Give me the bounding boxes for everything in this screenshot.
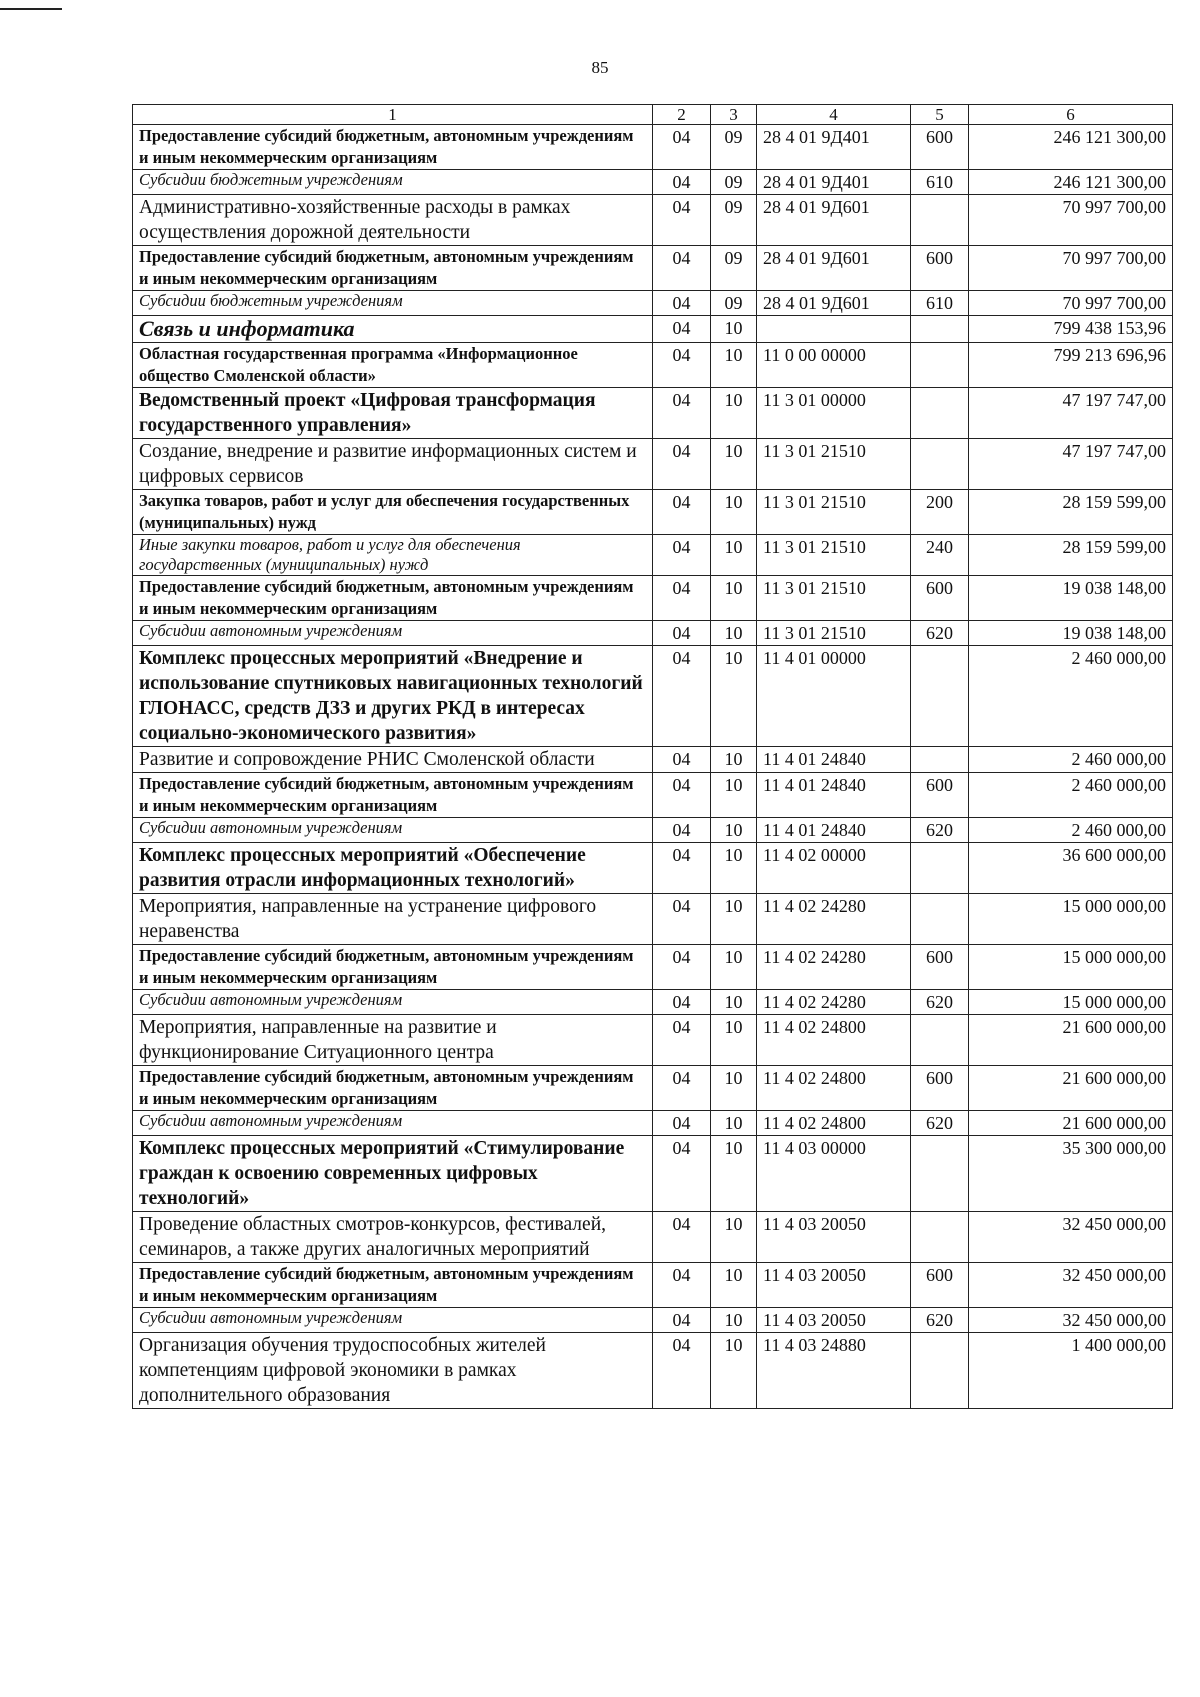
row-expense-type: 600 <box>911 773 969 818</box>
table-row <box>133 388 1173 439</box>
row-section-code: 04 <box>653 894 711 945</box>
row-section-code: 04 <box>653 621 711 646</box>
row-subsection-code: 10 <box>711 1308 757 1333</box>
row-name: Предоставление субсидий бюджетным, автономным учреждениям и иным некоммерческим организациям <box>133 773 653 818</box>
row-name: Предоставление субсидий бюджетным, автономным учреждениям и иным некоммерческим организациям <box>133 1066 653 1111</box>
row-amount: 32 450 000,00 <box>969 1308 1173 1333</box>
row-name: Комплекс процессных мероприятий «Стимулирование граждан к освоению современных цифровых технологий» <box>133 1136 653 1212</box>
row-subsection-code: 10 <box>711 1111 757 1136</box>
row-name: Организация обучения трудоспособных жителей компетенциям цифровой экономики в рамках дополнительного образования <box>133 1333 653 1409</box>
row-subsection-code: 10 <box>711 1212 757 1263</box>
table-row <box>133 490 1173 535</box>
row-name: Субсидии бюджетным учреждениям <box>133 291 653 316</box>
row-target-article: 11 4 03 00000 <box>757 1136 911 1212</box>
row-expense-type: 200 <box>911 490 969 535</box>
table-row <box>133 747 1173 773</box>
row-expense-type <box>911 316 969 343</box>
row-expense-type <box>911 343 969 388</box>
row-subsection-code: 09 <box>711 125 757 170</box>
row-expense-type: 240 <box>911 535 969 576</box>
row-section-code: 04 <box>653 945 711 990</box>
row-expense-type: 620 <box>911 1308 969 1333</box>
row-expense-type <box>911 388 969 439</box>
row-subsection-code: 10 <box>711 747 757 773</box>
row-section-code: 04 <box>653 1136 711 1212</box>
row-subsection-code: 10 <box>711 490 757 535</box>
table-row <box>133 621 1173 646</box>
row-amount: 21 600 000,00 <box>969 1015 1173 1066</box>
row-expense-type <box>911 646 969 747</box>
row-amount: 799 213 696,96 <box>969 343 1173 388</box>
row-amount: 19 038 148,00 <box>969 621 1173 646</box>
table-row <box>133 1263 1173 1308</box>
row-subsection-code: 10 <box>711 388 757 439</box>
row-target-article: 11 4 02 24280 <box>757 945 911 990</box>
table-header-row <box>133 105 1173 125</box>
page-number: 85 <box>591 58 609 77</box>
row-name: Ведомственный проект «Цифровая трансформация государственного управления» <box>133 388 653 439</box>
row-section-code: 04 <box>653 646 711 747</box>
row-name: Связь и информатика <box>133 316 653 343</box>
row-expense-type: 620 <box>911 990 969 1015</box>
row-section-code: 04 <box>653 747 711 773</box>
row-section-code: 04 <box>653 576 711 621</box>
row-subsection-code: 10 <box>711 439 757 490</box>
row-name: Субсидии бюджетным учреждениям <box>133 170 653 195</box>
row-target-article: 11 4 03 20050 <box>757 1263 911 1308</box>
row-target-article: 11 4 03 20050 <box>757 1308 911 1333</box>
row-target-article <box>757 316 911 343</box>
row-subsection-code: 10 <box>711 990 757 1015</box>
row-target-article: 11 4 02 24800 <box>757 1015 911 1066</box>
row-name: Проведение областных смотров-конкурсов, фестивалей, семинаров, а также других аналогичных мероприятий <box>133 1212 653 1263</box>
table-row <box>133 773 1173 818</box>
row-target-article: 11 4 02 00000 <box>757 843 911 894</box>
scan-corner-mark <box>0 8 62 10</box>
row-expense-type <box>911 1136 969 1212</box>
row-subsection-code: 10 <box>711 818 757 843</box>
table-row <box>133 945 1173 990</box>
row-subsection-code: 10 <box>711 646 757 747</box>
table-row <box>133 1308 1173 1333</box>
row-subsection-code: 10 <box>711 1066 757 1111</box>
table-row <box>133 246 1173 291</box>
row-name: Комплекс процессных мероприятий «Внедрение и использование спутниковых навигационных технологий ГЛОНАСС, средств ДЗЗ и других РКД в интересах социально-экономического развития» <box>133 646 653 747</box>
row-section-code: 04 <box>653 439 711 490</box>
column-header: 1 <box>133 105 653 125</box>
row-section-code: 04 <box>653 773 711 818</box>
row-amount: 70 997 700,00 <box>969 195 1173 246</box>
row-subsection-code: 10 <box>711 576 757 621</box>
row-expense-type <box>911 747 969 773</box>
row-amount: 15 000 000,00 <box>969 990 1173 1015</box>
row-amount: 36 600 000,00 <box>969 843 1173 894</box>
row-amount: 21 600 000,00 <box>969 1111 1173 1136</box>
row-amount: 21 600 000,00 <box>969 1066 1173 1111</box>
table-row <box>133 646 1173 747</box>
row-expense-type <box>911 1015 969 1066</box>
row-target-article: 11 4 03 24880 <box>757 1333 911 1409</box>
row-name: Мероприятия, направленные на устранение цифрового неравенства <box>133 894 653 945</box>
table-row <box>133 291 1173 316</box>
table-row <box>133 1212 1173 1263</box>
row-target-article: 28 4 01 9Д401 <box>757 125 911 170</box>
row-name: Субсидии автономным учреждениям <box>133 990 653 1015</box>
table-row <box>133 170 1173 195</box>
row-expense-type: 610 <box>911 170 969 195</box>
table-row <box>133 125 1173 170</box>
row-name: Субсидии автономным учреждениям <box>133 1111 653 1136</box>
row-section-code: 04 <box>653 843 711 894</box>
row-amount: 32 450 000,00 <box>969 1212 1173 1263</box>
row-amount: 32 450 000,00 <box>969 1263 1173 1308</box>
row-expense-type: 600 <box>911 246 969 291</box>
table-row <box>133 195 1173 246</box>
row-name: Иные закупки товаров, работ и услуг для обеспечения государственных (муниципальных) нужд <box>133 535 653 576</box>
row-name: Субсидии автономным учреждениям <box>133 621 653 646</box>
table-row <box>133 576 1173 621</box>
row-section-code: 04 <box>653 1308 711 1333</box>
row-name: Создание, внедрение и развитие информационных систем и цифровых сервисов <box>133 439 653 490</box>
row-expense-type <box>911 439 969 490</box>
row-amount: 28 159 599,00 <box>969 535 1173 576</box>
row-section-code: 04 <box>653 1066 711 1111</box>
row-expense-type <box>911 894 969 945</box>
row-name: Предоставление субсидий бюджетным, автономным учреждениям и иным некоммерческим организациям <box>133 125 653 170</box>
row-target-article: 11 4 01 00000 <box>757 646 911 747</box>
row-expense-type: 620 <box>911 621 969 646</box>
table-row <box>133 1066 1173 1111</box>
row-expense-type: 610 <box>911 291 969 316</box>
row-amount: 15 000 000,00 <box>969 894 1173 945</box>
row-section-code: 04 <box>653 125 711 170</box>
row-name: Развитие и сопровождение РНИС Смоленской области <box>133 747 653 773</box>
table-row <box>133 343 1173 388</box>
row-target-article: 11 4 01 24840 <box>757 773 911 818</box>
row-subsection-code: 10 <box>711 843 757 894</box>
table-row <box>133 818 1173 843</box>
budget-table <box>132 104 1173 1409</box>
row-section-code: 04 <box>653 388 711 439</box>
row-section-code: 04 <box>653 170 711 195</box>
table-row <box>133 894 1173 945</box>
row-target-article: 11 4 02 24800 <box>757 1066 911 1111</box>
row-expense-type: 600 <box>911 945 969 990</box>
row-expense-type: 600 <box>911 1263 969 1308</box>
row-target-article: 28 4 01 9Д401 <box>757 170 911 195</box>
row-expense-type: 620 <box>911 1111 969 1136</box>
row-target-article: 11 3 01 21510 <box>757 439 911 490</box>
row-section-code: 04 <box>653 316 711 343</box>
row-subsection-code: 09 <box>711 195 757 246</box>
row-target-article: 11 4 01 24840 <box>757 818 911 843</box>
table-row <box>133 1015 1173 1066</box>
row-section-code: 04 <box>653 195 711 246</box>
row-target-article: 11 3 01 21510 <box>757 621 911 646</box>
row-subsection-code: 10 <box>711 1136 757 1212</box>
table-row <box>133 1136 1173 1212</box>
row-subsection-code: 10 <box>711 1333 757 1409</box>
row-target-article: 11 3 01 21510 <box>757 535 911 576</box>
row-subsection-code: 10 <box>711 621 757 646</box>
row-name: Областная государственная программа «Информационное общество Смоленской области» <box>133 343 653 388</box>
table-row <box>133 316 1173 343</box>
row-expense-type: 620 <box>911 818 969 843</box>
row-amount: 246 121 300,00 <box>969 125 1173 170</box>
row-section-code: 04 <box>653 1015 711 1066</box>
row-section-code: 04 <box>653 291 711 316</box>
row-subsection-code: 10 <box>711 894 757 945</box>
row-amount: 15 000 000,00 <box>969 945 1173 990</box>
row-target-article: 11 4 02 24800 <box>757 1111 911 1136</box>
row-section-code: 04 <box>653 490 711 535</box>
row-target-article: 28 4 01 9Д601 <box>757 291 911 316</box>
row-amount: 1 400 000,00 <box>969 1333 1173 1409</box>
row-target-article: 11 3 01 21510 <box>757 490 911 535</box>
row-target-article: 11 0 00 00000 <box>757 343 911 388</box>
row-expense-type: 600 <box>911 1066 969 1111</box>
row-expense-type <box>911 1333 969 1409</box>
row-subsection-code: 10 <box>711 1015 757 1066</box>
row-expense-type: 600 <box>911 576 969 621</box>
column-header: 3 <box>711 105 757 125</box>
row-section-code: 04 <box>653 246 711 291</box>
row-subsection-code: 09 <box>711 170 757 195</box>
row-section-code: 04 <box>653 1263 711 1308</box>
column-header: 5 <box>911 105 969 125</box>
row-name: Предоставление субсидий бюджетным, автономным учреждениям и иным некоммерческим организациям <box>133 246 653 291</box>
row-name: Предоставление субсидий бюджетным, автономным учреждениям и иным некоммерческим организациям <box>133 1263 653 1308</box>
row-name: Комплекс процессных мероприятий «Обеспечение развития отрасли информационных технологий» <box>133 843 653 894</box>
row-section-code: 04 <box>653 1212 711 1263</box>
row-subsection-code: 10 <box>711 945 757 990</box>
row-expense-type <box>911 843 969 894</box>
row-target-article: 28 4 01 9Д601 <box>757 246 911 291</box>
row-expense-type: 600 <box>911 125 969 170</box>
row-section-code: 04 <box>653 818 711 843</box>
row-amount: 246 121 300,00 <box>969 170 1173 195</box>
row-target-article: 11 3 01 00000 <box>757 388 911 439</box>
table-row <box>133 990 1173 1015</box>
row-subsection-code: 09 <box>711 291 757 316</box>
row-amount: 2 460 000,00 <box>969 773 1173 818</box>
table-row <box>133 1111 1173 1136</box>
row-section-code: 04 <box>653 990 711 1015</box>
row-amount: 70 997 700,00 <box>969 291 1173 316</box>
table-row <box>133 535 1173 576</box>
row-amount: 19 038 148,00 <box>969 576 1173 621</box>
row-target-article: 28 4 01 9Д601 <box>757 195 911 246</box>
row-amount: 35 300 000,00 <box>969 1136 1173 1212</box>
row-amount: 70 997 700,00 <box>969 246 1173 291</box>
row-name: Субсидии автономным учреждениям <box>133 818 653 843</box>
row-target-article: 11 4 02 24280 <box>757 990 911 1015</box>
row-subsection-code: 09 <box>711 246 757 291</box>
row-name: Административно-хозяйственные расходы в рамках осуществления дорожной деятельности <box>133 195 653 246</box>
row-amount: 2 460 000,00 <box>969 818 1173 843</box>
table-row <box>133 439 1173 490</box>
row-subsection-code: 10 <box>711 343 757 388</box>
row-section-code: 04 <box>653 1111 711 1136</box>
row-expense-type <box>911 195 969 246</box>
table-row <box>133 1333 1173 1409</box>
row-name: Предоставление субсидий бюджетным, автономным учреждениям и иным некоммерческим организациям <box>133 576 653 621</box>
table-row <box>133 843 1173 894</box>
row-amount: 47 197 747,00 <box>969 439 1173 490</box>
row-name: Субсидии автономным учреждениям <box>133 1308 653 1333</box>
column-header: 4 <box>757 105 911 125</box>
column-header: 2 <box>653 105 711 125</box>
row-amount: 799 438 153,96 <box>969 316 1173 343</box>
row-target-article: 11 4 02 24280 <box>757 894 911 945</box>
row-subsection-code: 10 <box>711 316 757 343</box>
row-name: Мероприятия, направленные на развитие и функционирование Ситуационного центра <box>133 1015 653 1066</box>
row-section-code: 04 <box>653 1333 711 1409</box>
row-target-article: 11 4 03 20050 <box>757 1212 911 1263</box>
column-header: 6 <box>969 105 1173 125</box>
row-subsection-code: 10 <box>711 773 757 818</box>
row-name: Закупка товаров, работ и услуг для обеспечения государственных (муниципальных) нужд <box>133 490 653 535</box>
row-amount: 2 460 000,00 <box>969 646 1173 747</box>
row-expense-type <box>911 1212 969 1263</box>
row-section-code: 04 <box>653 535 711 576</box>
row-subsection-code: 10 <box>711 535 757 576</box>
row-subsection-code: 10 <box>711 1263 757 1308</box>
row-target-article: 11 4 01 24840 <box>757 747 911 773</box>
row-amount: 28 159 599,00 <box>969 490 1173 535</box>
row-target-article: 11 3 01 21510 <box>757 576 911 621</box>
row-amount: 2 460 000,00 <box>969 747 1173 773</box>
row-name: Предоставление субсидий бюджетным, автономным учреждениям и иным некоммерческим организациям <box>133 945 653 990</box>
row-section-code: 04 <box>653 343 711 388</box>
row-amount: 47 197 747,00 <box>969 388 1173 439</box>
